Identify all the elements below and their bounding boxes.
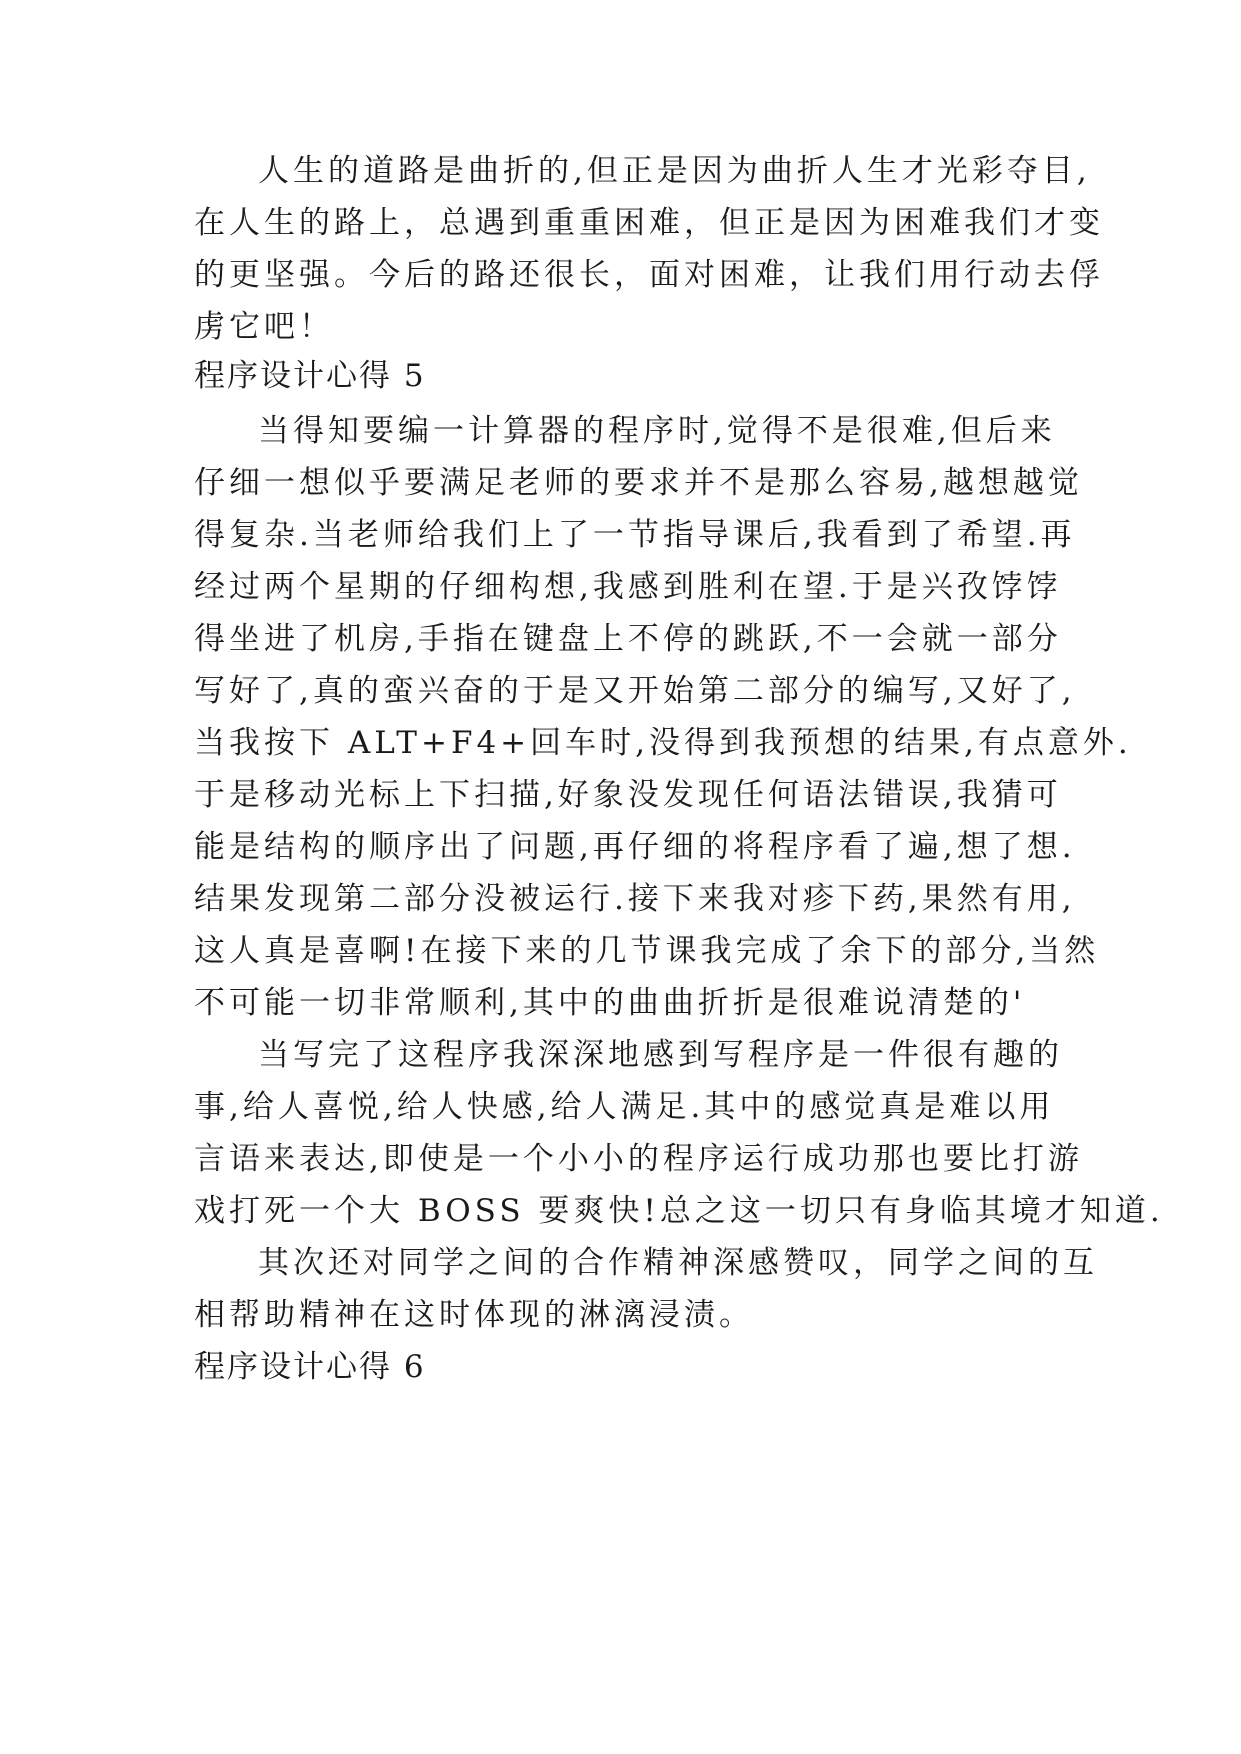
- paragraph-line: 当写完了这程序我深深地感到写程序是一件很有趣的: [258, 1037, 1063, 1073]
- paragraph-line: 得坐进了机房,手指在键盘上不停的跳跃,不一会就一部分: [194, 621, 1062, 657]
- paragraph-line: 当我按下 ALT+F4+回车时,没得到我预想的结果,有点意外.: [194, 725, 1132, 761]
- paragraph-line: 能是结构的顺序出了问题,再仔细的将程序看了遍,想了想.: [194, 829, 1076, 865]
- paragraph-line: 经过两个星期的仔细构想,我感到胜利在望.于是兴孜饽饽: [194, 569, 1062, 605]
- paragraph-line: 结果发现第二部分没被运行.接下来我对疹下药,果然有用,: [194, 881, 1076, 917]
- section-heading: 程序设计心得 6: [194, 1349, 426, 1385]
- paragraph-line: 仔细一想似乎要满足老师的要求并不是那么容易,越想越觉: [194, 465, 1083, 501]
- paragraph-line: 相帮助精神在这时体现的淋漓浸渍。: [194, 1297, 754, 1333]
- paragraph-line: 不可能一切非常顺利,其中的曲曲折折是很难说清楚的': [194, 985, 1026, 1021]
- paragraph-line: 虏它吧！: [194, 309, 334, 345]
- paragraph-line: 于是移动光标上下扫描,好象没发现任何语法错误,我猜可: [194, 777, 1062, 813]
- paragraph-line: 在人生的路上，总遇到重重困难，但正是因为困难我们才变: [194, 205, 1104, 241]
- paragraph-line: 人生的道路是曲折的,但正是因为曲折人生才光彩夺目,: [258, 153, 1091, 189]
- paragraph-line: 写好了,真的蛮兴奋的于是又开始第二部分的编写,又好了,: [194, 673, 1076, 709]
- paragraph-line: 事,给人喜悦,给人快感,给人满足.其中的感觉真是难以用: [194, 1089, 1055, 1125]
- paragraph-line: 当得知要编一计算器的程序时,觉得不是很难,但后来: [258, 413, 1056, 449]
- paragraph-line: 其次还对同学之间的合作精神深感赞叹，同学之间的互: [258, 1245, 1098, 1281]
- paragraph-line: 这人真是喜啊!在接下来的几节课我完成了余下的部分,当然: [194, 933, 1100, 969]
- paragraph-line: 得复杂.当老师给我们上了一节指导课后,我看到了希望.再: [194, 517, 1076, 553]
- paragraph-line: 的更坚强。今后的路还很长，面对困难，让我们用行动去俘: [194, 257, 1104, 293]
- paragraph-line: 戏打死一个大 BOSS 要爽快!总之这一切只有身临其境才知道.: [194, 1193, 1164, 1229]
- paragraph-line: 言语来表达,即使是一个小小的程序运行成功那也要比打游: [194, 1141, 1083, 1177]
- section-heading: 程序设计心得 5: [194, 358, 426, 394]
